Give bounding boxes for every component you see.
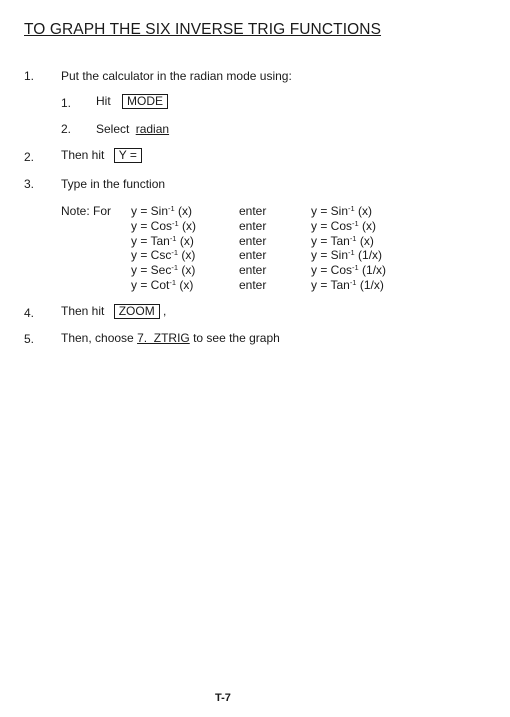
zoom-key: ZOOM (114, 304, 160, 319)
step-1-sub-1-number: 1. (61, 96, 72, 110)
step-5-after: to see the graph (193, 331, 280, 345)
page-number: T-7 (215, 692, 231, 704)
function-row: y = Sin$^{-1}$ (x) (131, 204, 193, 218)
step-3-text: Type in the function (61, 177, 166, 191)
function-row: y = Csc$^{-1}$ (x) (131, 248, 196, 263)
result-row: y = Tan$^{-1}$ (1/x) (311, 277, 384, 292)
step-1-sub-2 (96, 122, 169, 136)
step-2 (61, 148, 142, 163)
step-1-sub-1-text: Hit (96, 94, 111, 108)
action-cell: enter (239, 277, 267, 292)
step-2-number: 2. (24, 150, 35, 164)
mode-key: MODE (122, 94, 168, 109)
step-1-sub-2-text: Select (96, 122, 130, 136)
action-cell: enter (239, 263, 267, 278)
step-1-sub-2-number: 2. (61, 122, 72, 136)
result-row: y = Tan$^{-1}$ (x) (311, 233, 374, 248)
step-4-number: 4. (24, 306, 35, 320)
action-cell: enter (239, 248, 267, 263)
radian-word: radian (135, 122, 170, 136)
action-column (239, 204, 266, 293)
ztrig-option: 7. ZTRIG (137, 331, 190, 345)
y-equals-key: Y = (114, 148, 142, 163)
function-column (131, 204, 196, 293)
function-row: y = Cos$^{-1}$ (x) (131, 218, 197, 233)
page-title: TO GRAPH THE SIX INVERSE TRIG FUNCTIONS (24, 21, 382, 38)
step-4 (61, 304, 166, 319)
step-2-text: Then hit (61, 148, 105, 162)
result-column (311, 204, 386, 293)
step-1-text: Put the calculator in the radian mode using: (61, 69, 292, 83)
step-1-number: 1. (24, 69, 35, 83)
step-4-text: Then hit (61, 304, 105, 318)
step-3-number: 3. (24, 177, 35, 191)
function-row: y = Cot$^{-1}$ (x) (131, 277, 194, 292)
step-1-sub-1 (96, 94, 168, 109)
function-row: y = Sec$^{-1}$ (x) (131, 263, 196, 278)
note-label: Note: For (61, 204, 112, 218)
result-row: y = Cos$^{-1}$ (x) (311, 218, 377, 233)
action-cell: enter (239, 233, 267, 248)
function-row: y = Tan$^{-1}$ (x) (131, 233, 194, 248)
action-cell: enter (239, 204, 267, 218)
result-row: y = Cos$^{-1}$ (1/x) (311, 263, 387, 278)
step-5-number: 5. (24, 332, 35, 346)
step-4-after: , (163, 304, 167, 318)
step-5-text: Then, choose (61, 331, 134, 345)
step-5 (61, 331, 280, 345)
action-cell: enter (239, 218, 267, 233)
result-row: y = Sin$^{-1}$ (1/x) (311, 248, 383, 263)
result-row: y = Sin$^{-1}$ (x) (311, 204, 373, 218)
